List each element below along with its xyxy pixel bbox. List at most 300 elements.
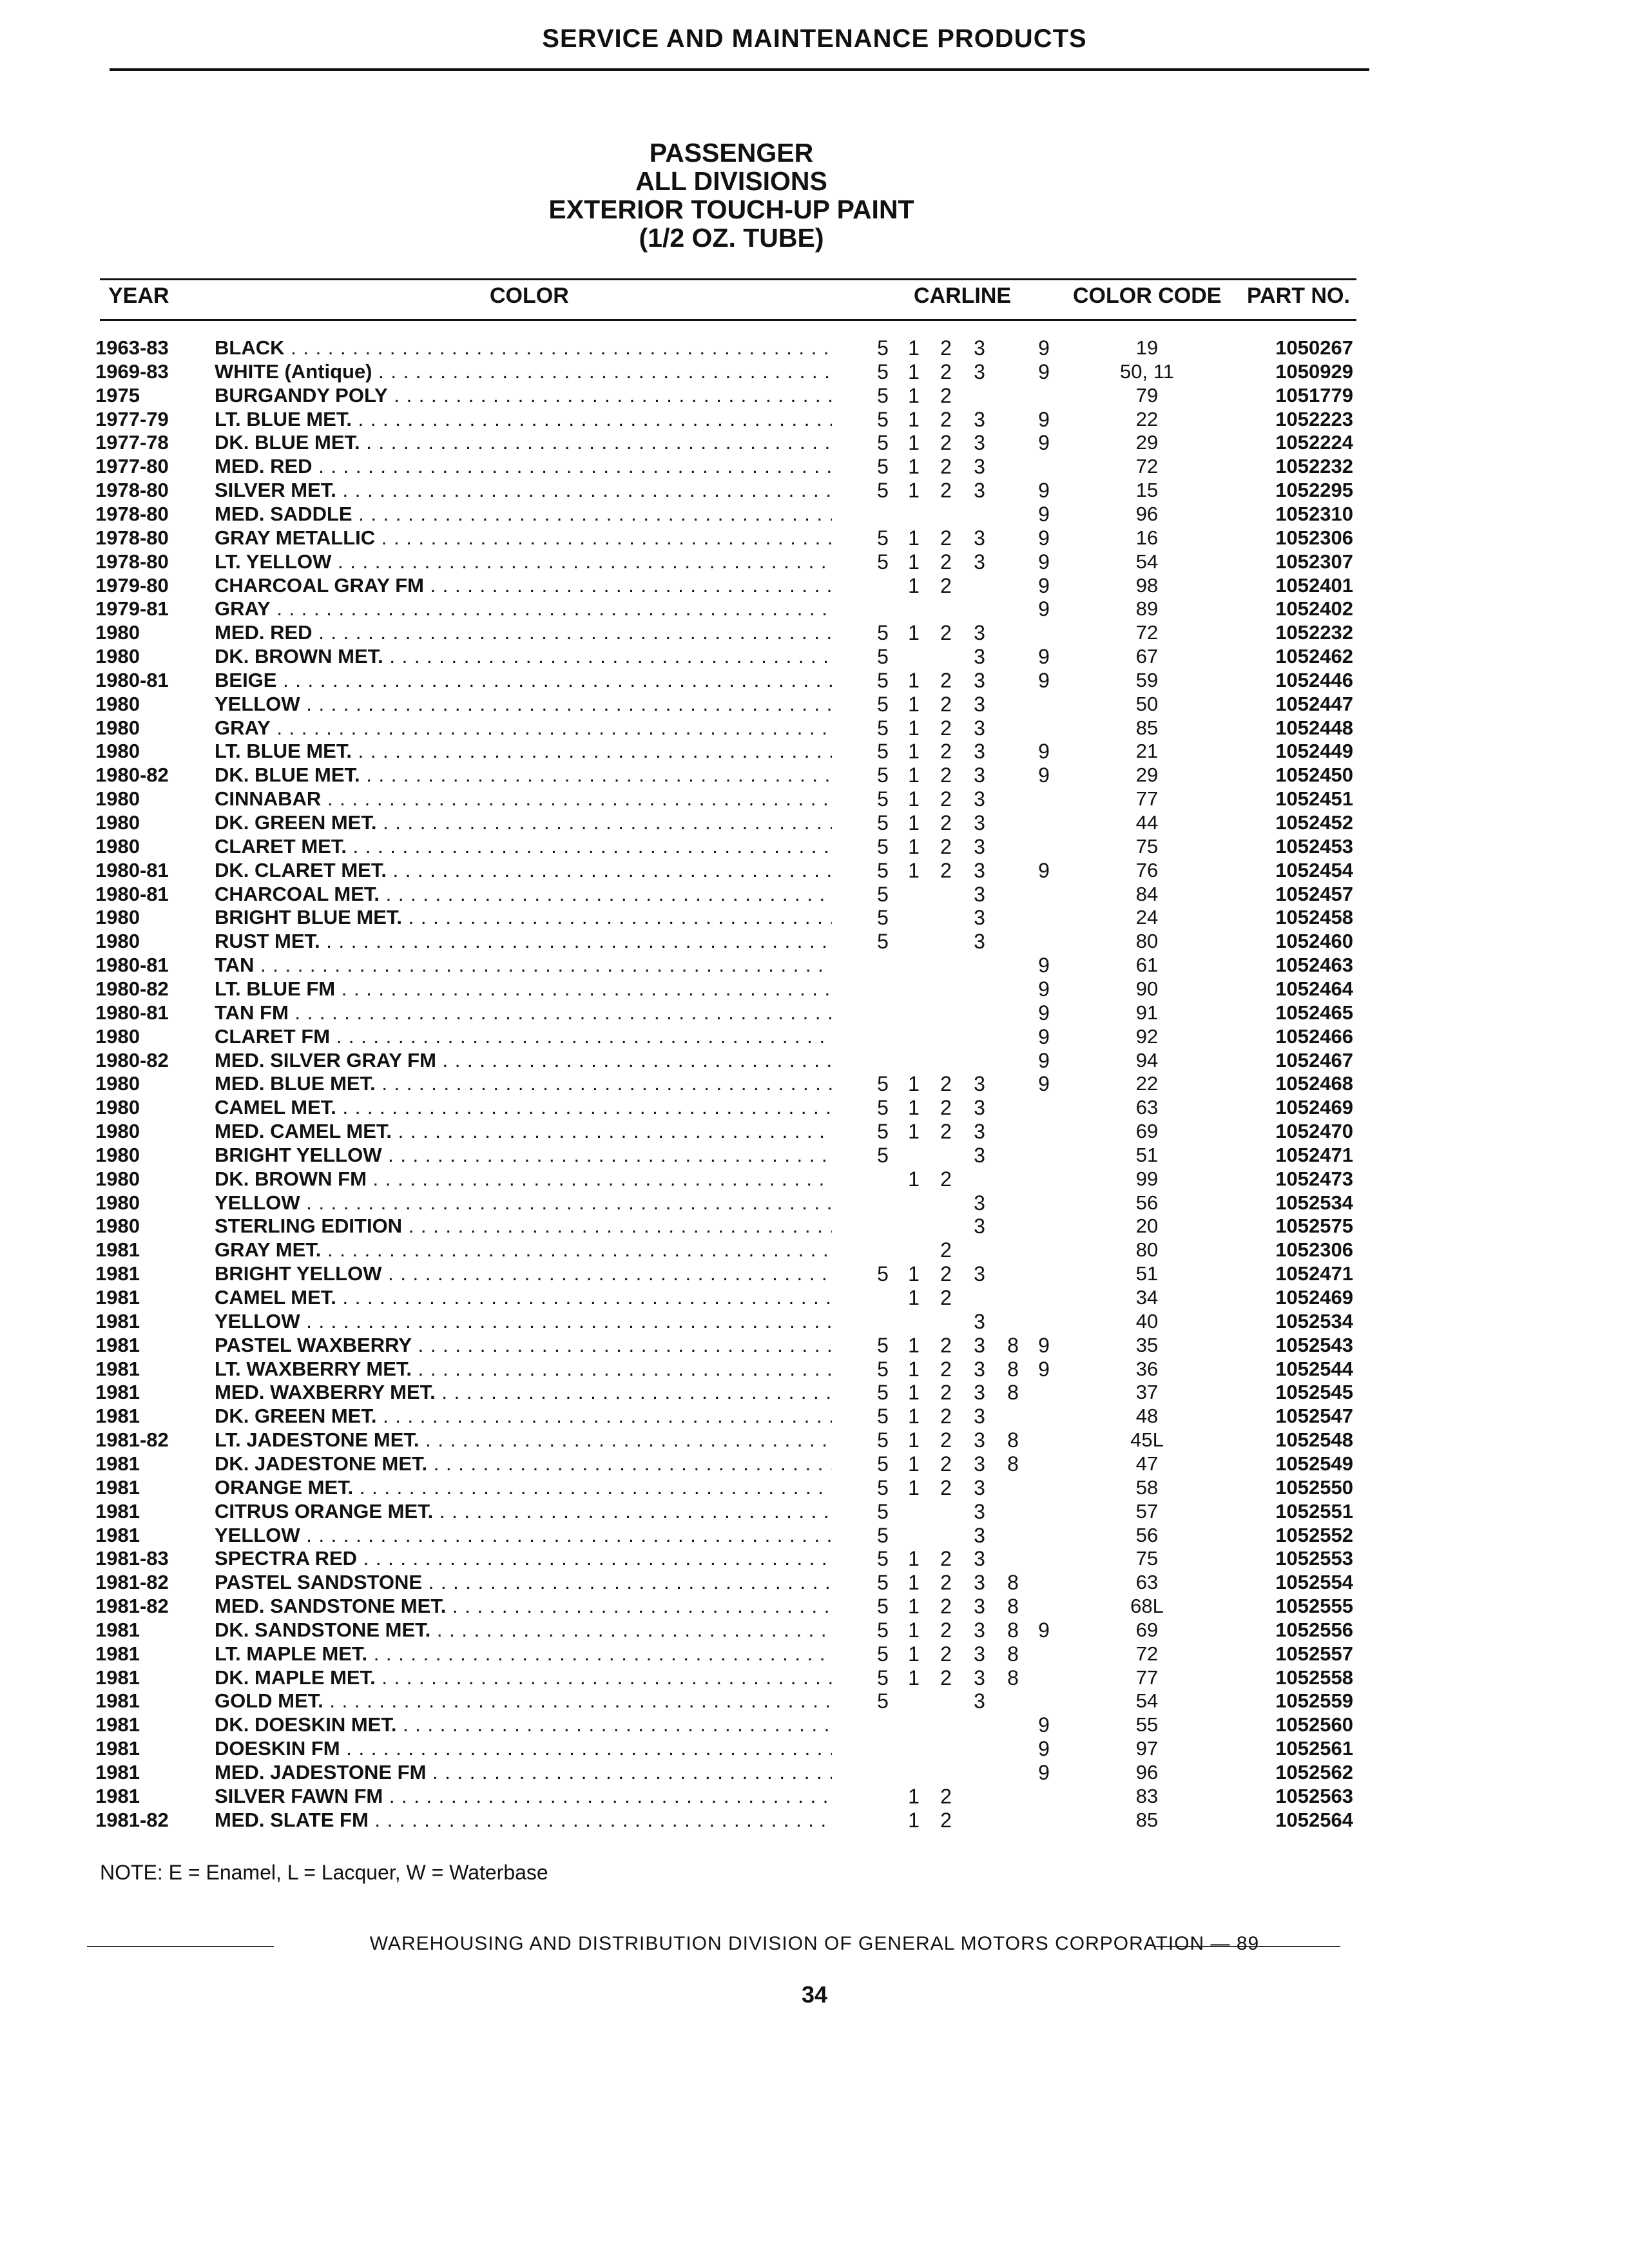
carline-cell-5: 5 [877,621,889,645]
carline-cell-2: 2 [940,360,952,383]
part-no-cell: 1052306 [1275,1238,1353,1262]
part-no-cell: 1052558 [1275,1666,1353,1689]
year-cell: 1979-80 [95,573,169,597]
color-code-cell: 22 [1135,1072,1159,1095]
carline-cell-3: 3 [974,431,985,455]
carline-cell-2: 2 [940,550,952,573]
year-cell: 1981 [95,1309,140,1332]
color-code-cell: 37 [1135,1381,1159,1404]
carline-cell-2: 2 [940,716,952,740]
carline-cell-2: 2 [940,834,952,858]
carline-cell-1: 1 [908,1286,920,1309]
color-code-cell: 35 [1135,1333,1159,1356]
carline-cell-3: 3 [974,716,985,740]
table-row [0,431,1629,454]
table-row [0,1761,1629,1784]
part-no-cell: 1052447 [1275,692,1353,715]
year-cell: 1979-81 [95,597,169,620]
carline-cell-3: 3 [974,1571,985,1595]
part-no-cell: 1052544 [1275,1357,1353,1380]
color-code-cell: 92 [1135,1024,1159,1048]
carline-cell-3: 3 [974,1499,985,1523]
carline-cell-3: 3 [974,1191,985,1215]
carline-cell-9: 9 [1038,526,1050,550]
year-cell: 1980 [95,716,140,739]
carline-cell-1: 1 [908,526,920,550]
color-cell: YELLOW . . . [215,1310,832,1333]
carline-cell-1: 1 [908,1405,920,1428]
color-cell: WHITE (Antique) . . . [215,360,832,383]
part-no-cell: 1052451 [1275,787,1353,811]
year-cell: 1981 [95,1689,140,1713]
year-cell: 1980-82 [95,764,169,787]
table-row [0,1428,1629,1452]
color-code-cell: 68L [1130,1595,1164,1618]
year-cell: 1981 [95,1642,140,1665]
color-code-cell: 51 [1135,1143,1159,1166]
color-code-cell: 90 [1135,977,1159,1000]
part-no-cell: 1050929 [1275,360,1353,383]
year-cell: 1981 [95,1475,140,1499]
carline-cell-1: 1 [908,1784,920,1808]
part-no-cell: 1052549 [1275,1452,1353,1475]
carline-cell-1: 1 [908,740,920,764]
year-cell: 1980-81 [95,1001,169,1024]
carline-cell-2: 2 [940,479,952,503]
part-no-cell: 1052556 [1275,1618,1353,1641]
carline-cell-2: 2 [940,621,952,645]
part-no-cell: 1052307 [1275,550,1353,573]
carline-cell-3: 3 [974,1595,985,1619]
carline-cell-1: 1 [908,1571,920,1595]
color-code-cell: 79 [1135,383,1159,407]
table-row [0,1619,1629,1642]
color-cell: BEIGE . . . [215,669,832,692]
table-row [0,526,1629,550]
carline-cell-1: 1 [908,668,920,692]
carline-cell-8: 8 [1007,1618,1019,1642]
color-code-cell: 51 [1135,1262,1159,1285]
carline-cell-5: 5 [877,882,889,906]
color-cell: LT. BLUE FM . . . [215,977,832,1001]
color-cell: DOESKIN FM . . . [215,1737,832,1760]
part-no-cell: 1052543 [1275,1333,1353,1356]
carline-cell-1: 1 [908,1381,920,1405]
year-cell: 1978-80 [95,479,169,502]
part-no-cell: 1052554 [1275,1571,1353,1594]
carline-cell-2: 2 [940,1642,952,1666]
year-cell: 1981 [95,1452,140,1475]
color-cell: DK. JADESTONE MET. . . . [215,1452,832,1475]
year-cell: 1977-78 [95,431,169,454]
color-code-cell: 40 [1135,1309,1159,1332]
carline-cell-9: 9 [1038,1048,1050,1072]
carline-cell-1: 1 [908,858,920,882]
carline-cell-2: 2 [940,336,952,360]
carline-cell-1: 1 [908,407,920,431]
part-no-cell: 1052465 [1275,1001,1353,1024]
color-code-cell: 96 [1135,1761,1159,1783]
year-cell: 1977-79 [95,407,169,430]
part-no-cell: 1052548 [1275,1428,1353,1452]
part-no-cell: 1052561 [1275,1737,1353,1760]
table-row [0,1215,1629,1238]
carline-cell-2: 2 [940,431,952,455]
carline-cell-2: 2 [940,1167,952,1191]
color-code-cell: 72 [1135,621,1159,644]
carline-cell-3: 3 [974,858,985,882]
color-code-cell: 94 [1135,1048,1159,1072]
carline-cell-1: 1 [908,431,920,455]
carline-cell-5: 5 [877,1618,889,1642]
year-cell: 1977-80 [95,455,169,478]
carline-cell-3: 3 [974,1215,985,1238]
carline-cell-5: 5 [877,1143,889,1167]
color-cell: GRAY . . . [215,597,832,620]
table-row [0,811,1629,834]
carline-cell-1: 1 [908,787,920,811]
year-cell: 1980 [95,787,140,811]
year-cell: 1980 [95,1072,140,1095]
part-no-cell: 1052473 [1275,1167,1353,1190]
year-cell: 1981-82 [95,1808,169,1831]
table-header-rule [100,319,1356,321]
table-row [0,1452,1629,1475]
carline-cell-5: 5 [877,1428,889,1452]
carline-cell-3: 3 [974,526,985,550]
table-row [0,336,1629,360]
carline-cell-5: 5 [877,360,889,383]
table-row [0,621,1629,644]
part-no-cell: 1052449 [1275,740,1353,763]
table-row [0,1120,1629,1143]
carline-cell-5: 5 [877,336,889,360]
year-cell: 1978-80 [95,526,169,549]
part-no-cell: 1052534 [1275,1309,1353,1332]
part-no-cell: 1052557 [1275,1642,1353,1665]
color-code-cell: 16 [1135,526,1159,549]
table-top-rule [100,278,1356,280]
color-code-cell: 19 [1135,336,1159,359]
carline-cell-5: 5 [877,1120,889,1144]
color-code-cell: 83 [1135,1784,1159,1807]
title-line-3: EXTERIOR TOUCH-UP PAINT [548,195,914,224]
carline-cell-1: 1 [908,1642,920,1666]
carline-cell-5: 5 [877,834,889,858]
table-row [0,1310,1629,1333]
color-code-cell: 89 [1135,597,1159,620]
part-no-cell: 1052550 [1275,1475,1353,1499]
color-cell: BRIGHT YELLOW . . . [215,1144,832,1167]
color-cell: CINNABAR . . . [215,787,832,811]
carline-cell-9: 9 [1038,645,1050,669]
color-code-cell: 24 [1135,906,1159,929]
title-line-4: (1/2 OZ. TUBE) [639,223,824,253]
color-code-cell: 76 [1135,858,1159,881]
carline-cell-9: 9 [1038,740,1050,764]
table-row [0,455,1629,478]
carline-cell-2: 2 [940,1475,952,1499]
part-no-cell: 1052553 [1275,1547,1353,1570]
color-cell: MED. RED . . . [215,621,832,644]
color-code-cell: 29 [1135,764,1159,787]
color-code-cell: 85 [1135,716,1159,739]
part-no-cell: 1052469 [1275,1096,1353,1119]
carline-cell-2: 2 [940,1784,952,1808]
color-cell: DK. BLUE MET. . . . [215,431,832,454]
color-cell: TAN FM . . . [215,1001,832,1024]
color-cell: YELLOW . . . [215,1191,832,1215]
part-no-cell: 1052470 [1275,1120,1353,1143]
part-no-cell: 1052223 [1275,407,1353,430]
carline-cell-3: 3 [974,764,985,787]
color-code-cell: 99 [1135,1167,1159,1190]
color-code-cell: 97 [1135,1737,1159,1760]
color-code-cell: 69 [1135,1618,1159,1641]
carline-cell-2: 2 [940,692,952,716]
table-row [0,1191,1629,1215]
carline-cell-8: 8 [1007,1571,1019,1595]
color-code-cell: 58 [1135,1475,1159,1499]
table-row [0,859,1629,882]
year-cell: 1980 [95,1024,140,1048]
table-row [0,1595,1629,1618]
carline-cell-3: 3 [974,1143,985,1167]
year-cell: 1981 [95,1381,140,1404]
table-row [0,1571,1629,1594]
color-cell: MED. SLATE FM . . . [215,1809,832,1832]
table-row [0,1666,1629,1689]
year-cell: 1980 [95,621,140,644]
part-no-cell: 1052559 [1275,1689,1353,1713]
color-code-cell: 54 [1135,1689,1159,1713]
year-cell: 1981 [95,1784,140,1807]
table-row [0,1096,1629,1119]
color-code-cell: 77 [1135,1666,1159,1689]
color-cell: CHARCOAL MET. . . . [215,883,832,906]
carline-cell-2: 2 [940,1286,952,1309]
carline-cell-2: 2 [940,1238,952,1262]
part-no-cell: 1052467 [1275,1048,1353,1072]
carline-cell-3: 3 [974,740,985,764]
carline-cell-8: 8 [1007,1428,1019,1452]
carline-cell-2: 2 [940,1547,952,1571]
carline-cell-1: 1 [908,1808,920,1832]
carline-cell-1: 1 [908,1618,920,1642]
year-cell: 1981 [95,1286,140,1309]
carline-cell-2: 2 [940,858,952,882]
color-code-cell: 56 [1135,1523,1159,1546]
table-row [0,1737,1629,1760]
title-line-1: PASSENGER [649,138,814,168]
color-code-cell: 75 [1135,1547,1159,1570]
part-no-cell: 1052471 [1275,1143,1353,1166]
part-no-cell: 1052448 [1275,716,1353,739]
carline-cell-2: 2 [940,1666,952,1689]
table-row [0,1001,1629,1024]
carline-cell-5: 5 [877,1523,889,1547]
color-cell: MED. SILVER GRAY FM . . . [215,1049,832,1072]
color-code-cell: 61 [1135,954,1159,977]
table-row [0,408,1629,431]
carline-cell-5: 5 [877,407,889,431]
carline-cell-3: 3 [974,336,985,360]
part-no-cell: 1052295 [1275,479,1353,502]
carline-cell-3: 3 [974,1381,985,1405]
carline-cell-3: 3 [974,1405,985,1428]
year-cell: 1963-83 [95,336,169,359]
color-cell: LT. MAPLE MET. . . . [215,1642,832,1666]
part-no-cell: 1052450 [1275,764,1353,787]
carline-cell-9: 9 [1038,1333,1050,1357]
carline-cell-3: 3 [974,479,985,503]
page-number: 34 [801,1981,828,2008]
carline-cell-3: 3 [974,1262,985,1286]
carline-cell-9: 9 [1038,1001,1050,1024]
carline-cell-1: 1 [908,1357,920,1381]
color-code-cell: 50 [1135,692,1159,715]
carline-cell-8: 8 [1007,1666,1019,1689]
carline-cell-9: 9 [1038,573,1050,597]
color-cell: MED. SADDLE . . . [215,503,832,526]
part-no-cell: 1052555 [1275,1595,1353,1618]
col-header-color-code: COLOR CODE [1073,284,1222,308]
carline-cell-3: 3 [974,407,985,431]
table-row [0,1286,1629,1309]
year-cell: 1980 [95,692,140,715]
table-row [0,1381,1629,1404]
carline-cell-8: 8 [1007,1642,1019,1666]
part-no-cell: 1052463 [1275,954,1353,977]
table-row [0,574,1629,597]
carline-cell-2: 2 [940,1333,952,1357]
table-row [0,1144,1629,1167]
color-code-cell: 45L [1130,1428,1164,1452]
table-row [0,479,1629,502]
carline-cell-3: 3 [974,692,985,716]
color-cell: CHARCOAL GRAY FM . . . [215,574,832,597]
year-cell: 1980 [95,906,140,929]
color-code-cell: 98 [1135,573,1159,597]
carline-cell-8: 8 [1007,1357,1019,1381]
year-cell: 1981 [95,1737,140,1760]
carline-cell-1: 1 [908,692,920,716]
year-cell: 1981 [95,1333,140,1356]
carline-cell-5: 5 [877,692,889,716]
color-cell: DK. GREEN MET. . . . [215,1405,832,1428]
carline-cell-2: 2 [940,1618,952,1642]
table-row [0,1524,1629,1547]
carline-cell-5: 5 [877,1547,889,1571]
color-code-cell: 91 [1135,1001,1159,1024]
carline-cell-5: 5 [877,1642,889,1666]
table-row [0,954,1629,977]
carline-cell-3: 3 [974,1523,985,1547]
carline-cell-3: 3 [974,787,985,811]
color-code-cell: 85 [1135,1808,1159,1831]
color-cell: MED. RED . . . [215,455,832,478]
color-code-cell: 44 [1135,811,1159,834]
carline-cell-3: 3 [974,930,985,954]
color-cell: DK. CLARET MET. . . . [215,859,832,882]
carline-cell-5: 5 [877,1333,889,1357]
table-row [0,716,1629,740]
year-cell: 1981-83 [95,1547,169,1570]
color-code-cell: 59 [1135,668,1159,691]
part-no-cell: 1052310 [1275,502,1353,525]
carline-cell-8: 8 [1007,1333,1019,1357]
color-cell: YELLOW . . . [215,1524,832,1547]
color-code-cell: 55 [1135,1713,1159,1736]
part-no-cell: 1052452 [1275,811,1353,834]
part-no-cell: 1052462 [1275,645,1353,668]
table-row [0,787,1629,811]
part-no-cell: 1052460 [1275,930,1353,953]
color-code-cell: 69 [1135,1120,1159,1143]
carline-cell-1: 1 [908,1072,920,1096]
carline-cell-5: 5 [877,1595,889,1619]
carline-cell-5: 5 [877,787,889,811]
table-row [0,597,1629,620]
color-cell: DK. SANDSTONE MET. . . . [215,1619,832,1642]
table-row [0,693,1629,716]
color-code-cell: 67 [1135,645,1159,668]
part-no-cell: 1052534 [1275,1191,1353,1214]
carline-cell-5: 5 [877,1072,889,1096]
table-row [0,1358,1629,1381]
table-row [0,1049,1629,1072]
carline-cell-9: 9 [1038,1072,1050,1096]
year-cell: 1981 [95,1666,140,1689]
color-cell: DK. DOESKIN MET. . . . [215,1713,832,1736]
color-code-cell: 63 [1135,1096,1159,1119]
year-cell: 1981 [95,1357,140,1380]
table-row [0,764,1629,787]
carline-cell-5: 5 [877,811,889,834]
color-code-cell: 57 [1135,1499,1159,1523]
color-cell: GRAY MET. . . . [215,1238,832,1262]
carline-cell-1: 1 [908,811,920,834]
carline-cell-9: 9 [1038,1357,1050,1381]
color-cell: SILVER MET. . . . [215,479,832,502]
col-header-color: COLOR [490,284,569,308]
color-cell: CLARET FM . . . [215,1025,832,1048]
carline-cell-2: 2 [940,1571,952,1595]
year-cell: 1981-82 [95,1571,169,1594]
color-cell: BRIGHT BLUE MET. . . . [215,906,832,929]
carline-cell-3: 3 [974,811,985,834]
year-cell: 1975 [95,383,140,407]
carline-cell-9: 9 [1038,479,1050,503]
carline-cell-1: 1 [908,360,920,383]
carline-cell-5: 5 [877,1499,889,1523]
part-no-cell: 1052454 [1275,858,1353,881]
carline-cell-2: 2 [940,455,952,479]
part-no-cell: 1052224 [1275,431,1353,454]
table-row [0,645,1629,668]
carline-cell-5: 5 [877,1452,889,1475]
part-no-cell: 1052563 [1275,1784,1353,1807]
carline-cell-5: 5 [877,479,889,503]
part-no-cell: 1052471 [1275,1262,1353,1285]
color-cell: DK. BROWN MET. . . . [215,645,832,668]
carline-cell-3: 3 [974,550,985,573]
carline-cell-2: 2 [940,1120,952,1144]
table-row [0,550,1629,573]
part-no-cell: 1052402 [1275,597,1353,620]
carline-cell-3: 3 [974,1547,985,1571]
carline-cell-5: 5 [877,1689,889,1713]
